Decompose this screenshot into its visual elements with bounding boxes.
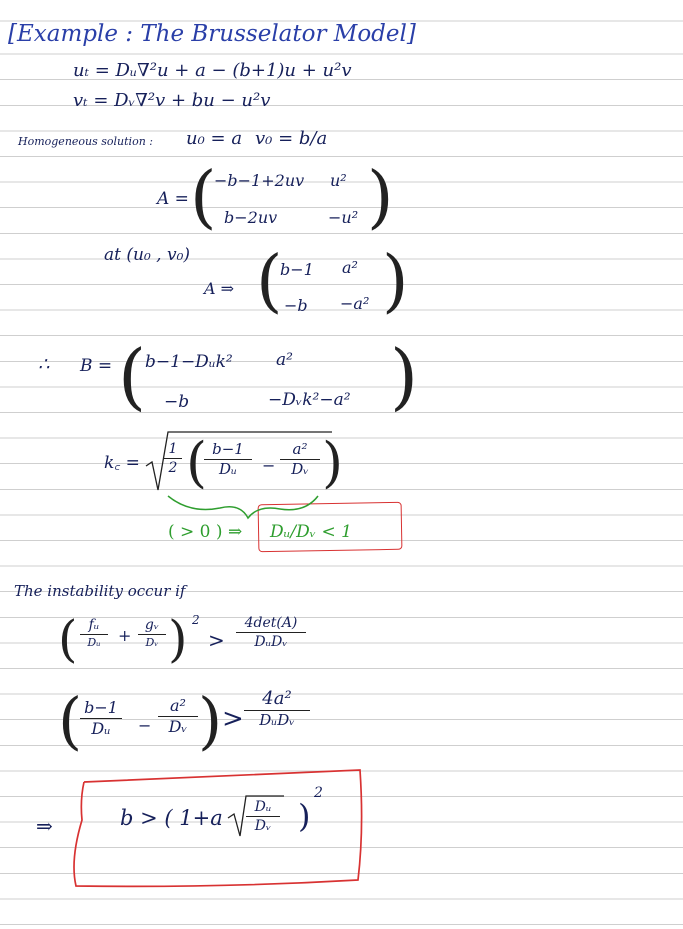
equation-v: vₜ = Dᵥ∇²v + bu − u²v (73, 90, 271, 111)
inequality-f2-num: a² (170, 696, 186, 715)
inequality-right-paren: ) (198, 684, 223, 757)
matrix-a-left-paren: ( (190, 158, 217, 237)
matrix-a-r2c2: −u² (328, 208, 359, 227)
kc-f1-den: Dᵤ (218, 460, 237, 478)
matrix-at-r1c1: b−1 (280, 260, 314, 279)
result-highlight-box (74, 770, 362, 886)
matrix-at-r2c2: −a² (340, 294, 370, 313)
instability-rhs-num: 4det(A) (244, 615, 298, 631)
matrix-b-r1c1: b−1−Dᵤk² (145, 352, 233, 372)
matrix-at-lhs: A ⇒ (204, 279, 235, 298)
matrix-b-r2c2: −Dᵥk²−a² (268, 390, 351, 410)
matrix-a-r2c1: b−2uv (224, 208, 278, 227)
result-sqrt-den: Dᵥ (254, 818, 272, 834)
kc-f2-den: Dᵥ (291, 460, 309, 478)
kc-left-paren: ( (186, 431, 208, 494)
instability-rhs-den: DᵤDᵥ (254, 634, 288, 650)
inequality-f2-den: Dᵥ (168, 717, 188, 736)
result-close-paren: ) (298, 797, 311, 835)
instability-f-num: fᵤ (88, 617, 100, 633)
instability-text: The instability occur if (14, 582, 186, 600)
instability-gt: > (208, 628, 225, 652)
matrix-a-r1c2: u² (330, 171, 347, 190)
result-exponent: 2 (314, 785, 323, 801)
matrix-a-lhs: A = (157, 189, 189, 209)
kc-lhs: k꜀ = (104, 453, 140, 473)
instability-left-paren: ( (58, 610, 78, 668)
matrix-at-r1c2: a² (342, 258, 358, 277)
homogeneous-v0: v₀ = b/a (255, 128, 328, 149)
kc-f2-num: a² (292, 440, 308, 458)
instability-exponent: 2 (192, 613, 200, 627)
kc-f1-num: b−1 (212, 440, 244, 458)
matrix-a-r1c1: −b−1+2uv (214, 171, 305, 190)
matrix-b-r1c2: a² (276, 350, 293, 370)
inequality-gt: > (222, 704, 244, 734)
kc-minus: − (262, 456, 276, 475)
inequality-f1-num: b−1 (84, 698, 118, 717)
matrix-b-right-paren: ) (390, 334, 419, 418)
result-arrow: ⇒ (36, 814, 53, 838)
matrix-b-r2c1: −b (164, 392, 190, 412)
ratio-condition: Dᵤ/Dᵥ < 1 (270, 522, 352, 542)
result-lhs: b > ( 1+a (120, 806, 223, 830)
matrix-a-right-paren: ) (367, 158, 394, 237)
kc-half-num: 1 (168, 441, 178, 457)
instability-g-den: Dᵥ (145, 636, 159, 649)
kc-sqrt-sign (146, 431, 332, 494)
instability-g-num: gᵥ (144, 617, 160, 633)
instability-right-paren: ) (168, 610, 188, 668)
inequality-left-paren: ( (58, 684, 83, 757)
equation-u: uₜ = Dᵤ∇²u + a − (b+1)u + u²v (73, 60, 352, 81)
matrix-at-left-paren: ( (256, 242, 283, 321)
homogeneous-u0: u₀ = a (186, 128, 243, 149)
inequality-minus: − (138, 716, 152, 735)
kc-half-den: 2 (168, 460, 178, 476)
result-sqrt-sign (228, 796, 284, 836)
inequality-rhs-num: 4a² (262, 688, 292, 709)
kc-right-paren: ) (322, 431, 344, 494)
at-point-label: at (u₀ , v₀) (104, 245, 191, 265)
matrix-b-left-paren: ( (118, 334, 147, 418)
result-sqrt-num: Dᵤ (254, 799, 272, 815)
inequality-f1-den: Dᵤ (91, 719, 111, 738)
green-underbrace (168, 496, 318, 518)
page-title: [Example : The Brusselator Model] (8, 21, 416, 47)
homogeneous-label: Homogeneous solution : (18, 135, 153, 148)
instability-plus: + (118, 626, 132, 645)
positive-condition: ( > 0 ) ⇒ (168, 522, 243, 542)
inequality-rhs-den: DᵤDᵥ (259, 711, 295, 729)
therefore-symbol: ∴ (38, 354, 50, 375)
matrix-at-r2c1: −b (284, 296, 308, 315)
instability-f-den: Dᵤ (87, 636, 101, 649)
matrix-b-lhs: B = (80, 356, 113, 376)
matrix-at-right-paren: ) (382, 242, 409, 321)
